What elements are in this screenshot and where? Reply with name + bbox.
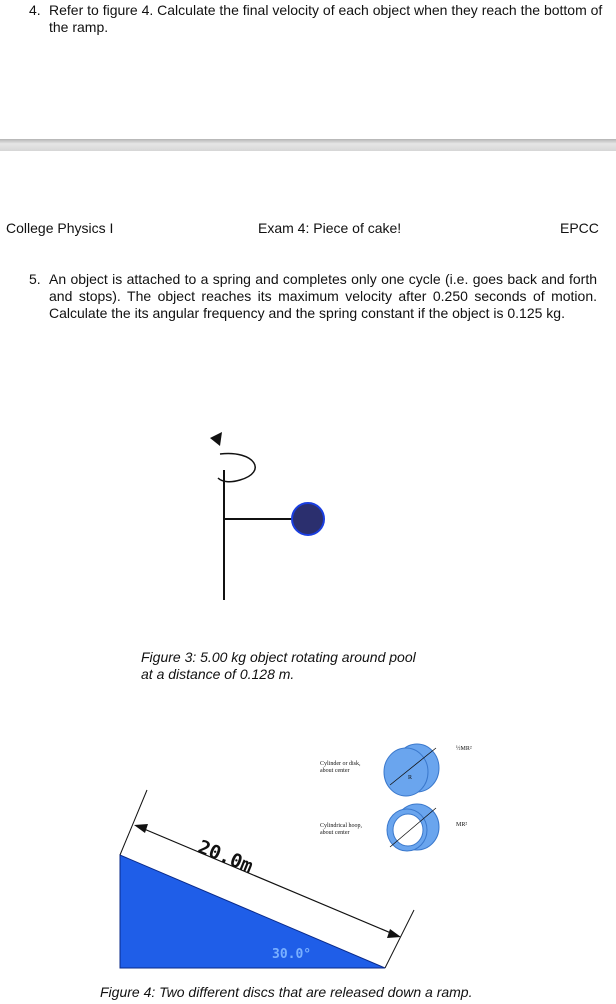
figure3-caption-line2: at a distance of 0.128 m.	[141, 666, 295, 682]
rotating-object	[292, 503, 324, 535]
arrowhead-icon	[387, 929, 401, 938]
arrowhead-icon	[134, 824, 148, 833]
disk-label-1: Cylinder or disk,	[320, 761, 361, 767]
q5-number: 5.	[29, 271, 41, 287]
page-divider	[0, 139, 616, 151]
figure4-ramp-diagram	[0, 730, 616, 980]
header-course: College Physics I	[6, 220, 114, 236]
q5-text: An object is attached to a spring and completes only one cycle (i.e. goes back and forth and stops). The object reaches its maximum velocity after 0.250 seconds of motion. Calculate the its angular frequency and the spring constant if the object is 0.125 kg.	[49, 271, 597, 321]
radius-label: R	[408, 775, 413, 781]
hoop-formula: MR²	[456, 822, 468, 828]
figure3-rotation-diagram	[0, 420, 616, 620]
q4-number: 4.	[29, 2, 41, 18]
ramp-angle-label: 30.0°	[272, 947, 312, 962]
hoop-label-1: Cylindrical hoop,	[320, 823, 362, 829]
extension-line	[385, 910, 414, 968]
header-exam: Exam 4: Piece of cake!	[258, 220, 402, 236]
ramp-length-label: 20.0m	[194, 836, 257, 878]
q4-text: Refer to figure 4. Calculate the final velocity of each object when they reach the bottom of the ramp.	[49, 2, 603, 35]
figure4-caption: Figure 4: Two different discs that are released down a ramp.	[100, 984, 473, 1000]
extension-line	[120, 790, 147, 855]
disk-label-2: about center	[320, 768, 350, 774]
disk-formula: ½MR²	[456, 746, 472, 752]
rotation-arrowhead-icon	[210, 432, 222, 446]
figure3-caption-line1: Figure 3: 5.00 kg object rotating around pool	[141, 649, 416, 665]
header-school: EPCC	[560, 220, 599, 236]
ramp	[120, 855, 385, 968]
hoop-label-2: about center	[320, 830, 350, 836]
